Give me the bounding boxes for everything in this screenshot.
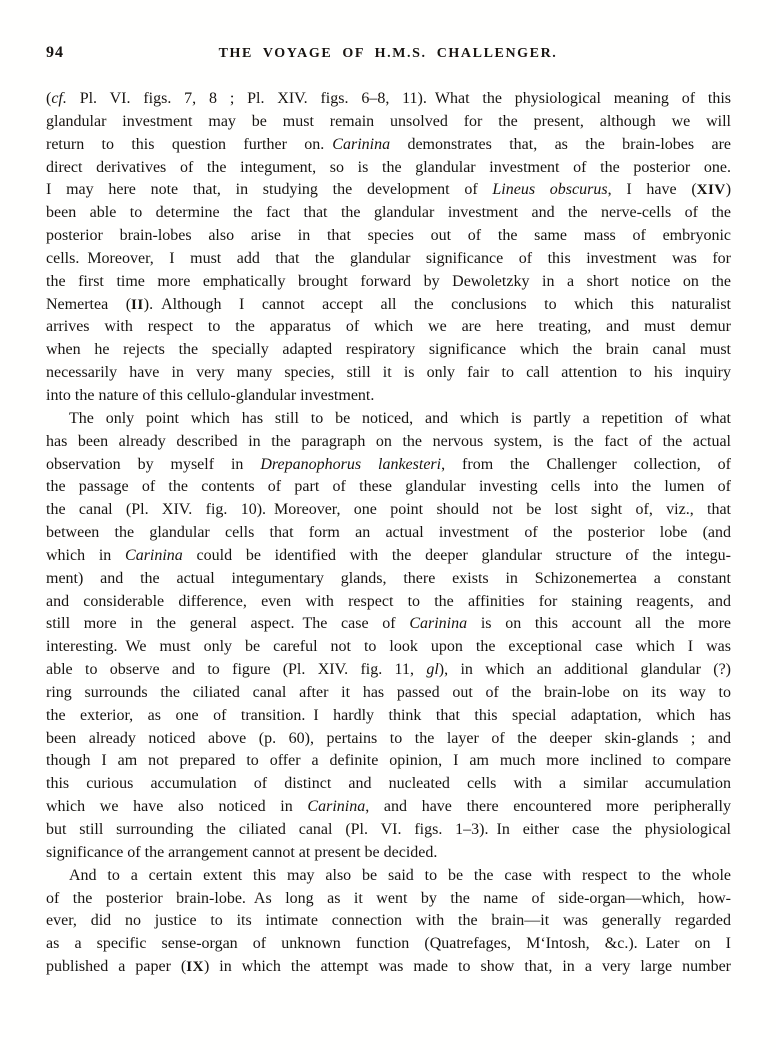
text-line: [46, 865, 731, 888]
text-line: [46, 568, 731, 591]
text-line: [46, 294, 731, 317]
text-run: , and have there encountered more peripherally: [365, 798, 731, 816]
italic-text-run: gl: [426, 661, 439, 679]
text-run: ). Although I cannot accept all the conclusions to which this naturalist: [143, 295, 731, 313]
text-block: [46, 88, 731, 979]
text-run: Nemertea (: [46, 295, 132, 313]
text-run: The only point which has still to be noticed, and which is partly a repetition of what: [69, 409, 731, 427]
text-run: able to observe and to figure (Pl. XIV. fig. 11,: [46, 661, 427, 679]
text-run: the first time more emphatically brought forward by Dewoletzky in a short notice on the: [46, 272, 731, 290]
text-line: [46, 454, 731, 477]
text-line: [46, 179, 731, 202]
text-run: posterior brain-lobes also arise in that species out of the same mass of embryonic: [46, 227, 731, 245]
text-run: been able to determine the fact that the glandular investment and the nerve-cells of the: [46, 204, 731, 222]
text-line: [46, 271, 731, 294]
text-run: significance of the arrangement cannot at present be decided.: [46, 843, 438, 861]
text-run: Pl. VI. figs. 7, 8 ; Pl. XIV. figs. 6–8, 11). What the physiological meaning of this: [66, 90, 731, 107]
text-run: interesting. We must only be careful not to look upon the exceptional case which I was: [46, 638, 731, 656]
text-line: [46, 682, 731, 705]
page-number: 94: [46, 44, 64, 61]
text-line: [46, 888, 731, 911]
text-line: [46, 157, 731, 180]
text-run: arrives with respect to the apparatus of which we are here treating, and must demur: [46, 318, 731, 336]
italic-text-run: Carinina: [332, 135, 391, 153]
text-run: though I am not prepared to offer a definite opinion, I am much more inclined to compare: [46, 752, 731, 770]
text-line: [46, 910, 731, 933]
text-line: [46, 956, 731, 979]
text-run: glandular investment may be must remain unsolved for the present, although we will: [46, 112, 731, 130]
text-line: [46, 659, 731, 682]
italic-text-run: Lineus obscurus: [492, 181, 608, 199]
text-line: [46, 819, 731, 842]
text-line: [46, 111, 731, 134]
text-line: [46, 202, 731, 225]
text-line: [46, 362, 731, 385]
text-line: [46, 248, 731, 271]
italic-text-run: cf.: [51, 90, 67, 107]
text-run: could be identified with the deeper glandular structure of the integu-: [182, 546, 732, 564]
text-line: [46, 431, 731, 454]
text-line: [46, 796, 731, 819]
text-run: still more in the general aspect. The case of: [46, 615, 410, 633]
text-line: [46, 545, 731, 568]
text-run: return to this question further on.: [46, 135, 333, 153]
text-run: as a specific sense-organ of unknown function (Quatrefages, M‘Intosh, &c.). Later on I: [46, 935, 731, 953]
text-run: ): [725, 181, 732, 199]
text-run: ring surrounds the ciliated canal after it has passed out of the brain-lobe on its way to: [46, 683, 731, 701]
text-line: [46, 705, 731, 728]
text-run: has been already described in the paragraph on the nervous system, is the fact of the actual: [46, 432, 731, 450]
text-line: [46, 591, 731, 614]
text-line: [46, 385, 731, 408]
text-line: [46, 773, 731, 796]
text-run: direct derivatives of the integument, so is the glandular investment of the posterior one.: [46, 158, 731, 176]
text-line: [46, 613, 731, 636]
text-run: demonstrates that, as the brain-lobes are: [390, 135, 732, 153]
text-line: [46, 134, 731, 157]
text-line: [46, 842, 731, 865]
italic-text-run: Carinina: [409, 615, 468, 633]
text-line: [46, 636, 731, 659]
text-run: the canal (Pl. XIV. fig. 10). Moreover, one point should not be lost sight of, viz., that: [46, 501, 731, 519]
text-run: when he rejects the specially adapted respiratory significance which the brain canal must: [46, 341, 731, 359]
text-line: [46, 408, 731, 431]
text-line: [46, 316, 731, 339]
text-run: into the nature of this cellulo-glandular investment.: [46, 386, 375, 404]
bold-citation-run: XIV: [696, 182, 726, 199]
italic-text-run: Drepanophorus lankesteri: [260, 455, 442, 473]
text-run: cells. Moreover, I must add that the glandular significance of this investment was for: [46, 249, 731, 267]
text-run: ment) and the actual integumentary glands, there exists in Schizonemertea a constant: [46, 569, 731, 587]
bold-citation-run: IX: [186, 959, 204, 976]
text-line: [46, 750, 731, 773]
text-run: , from the Challenger collection, of: [441, 455, 731, 473]
italic-text-run: Carinina: [125, 546, 183, 564]
text-run: , I have (: [607, 181, 697, 199]
text-line: [46, 499, 731, 522]
text-run: between the glandular cells that form an actual investment of the posterior lobe (and: [46, 524, 731, 542]
text-line: [46, 476, 731, 499]
text-run: ), in which an additional glandular (?): [438, 661, 732, 679]
text-run: been already noticed above (p. 60), pertains to the layer of the deeper skin-glands ; and: [46, 729, 731, 747]
text-run: which in: [46, 546, 126, 564]
text-run: the exterior, as one of transition. I hardly think that this special adaptation, which has: [46, 706, 731, 724]
text-run: this curious accumulation of distinct and nucleated cells with a similar accumulation: [46, 775, 731, 793]
text-run: (: [46, 90, 52, 107]
text-line: [46, 522, 731, 545]
text-run: observation by myself in: [46, 455, 261, 473]
text-run: the passage of the contents of part of these glandular investing cells into the lumen of: [46, 478, 731, 496]
text-run: of the posterior brain-lobe. As long as it went by the name of side-organ—which, how-: [46, 889, 731, 907]
text-line: [46, 933, 731, 956]
text-run: I may here note that, in studying the development of: [46, 181, 493, 199]
text-line: [46, 339, 731, 362]
text-run: And to a certain extent this may also be said to be the case with respect to the whole: [69, 866, 731, 884]
text-run: is on this account all the more: [467, 615, 731, 633]
italic-text-run: Carinina: [307, 798, 366, 816]
text-line: [46, 225, 731, 248]
bold-citation-run: II: [131, 296, 144, 313]
running-title: THE VOYAGE OF H.M.S. CHALLENGER.: [218, 46, 558, 61]
text-run: ) in which the attempt was made to show that, in a very large number: [203, 958, 731, 976]
text-run: and considerable difference, even with respect to the affinities for staining reagents, and: [46, 592, 731, 610]
text-run: necessarily have in very many species, still it is only fair to call attention to his inquiry: [46, 364, 731, 382]
text-run: but still surrounding the ciliated canal (Pl. VI. figs. 1–3). In either case the physiological: [46, 821, 731, 838]
text-line: [46, 728, 731, 751]
text-run: ever, did no justice to its intimate connection with the brain—it was generally regarded: [46, 912, 731, 930]
text-run: published a paper (: [46, 958, 187, 976]
text-line: [46, 88, 731, 111]
text-run: which we have also noticed in: [46, 798, 308, 816]
